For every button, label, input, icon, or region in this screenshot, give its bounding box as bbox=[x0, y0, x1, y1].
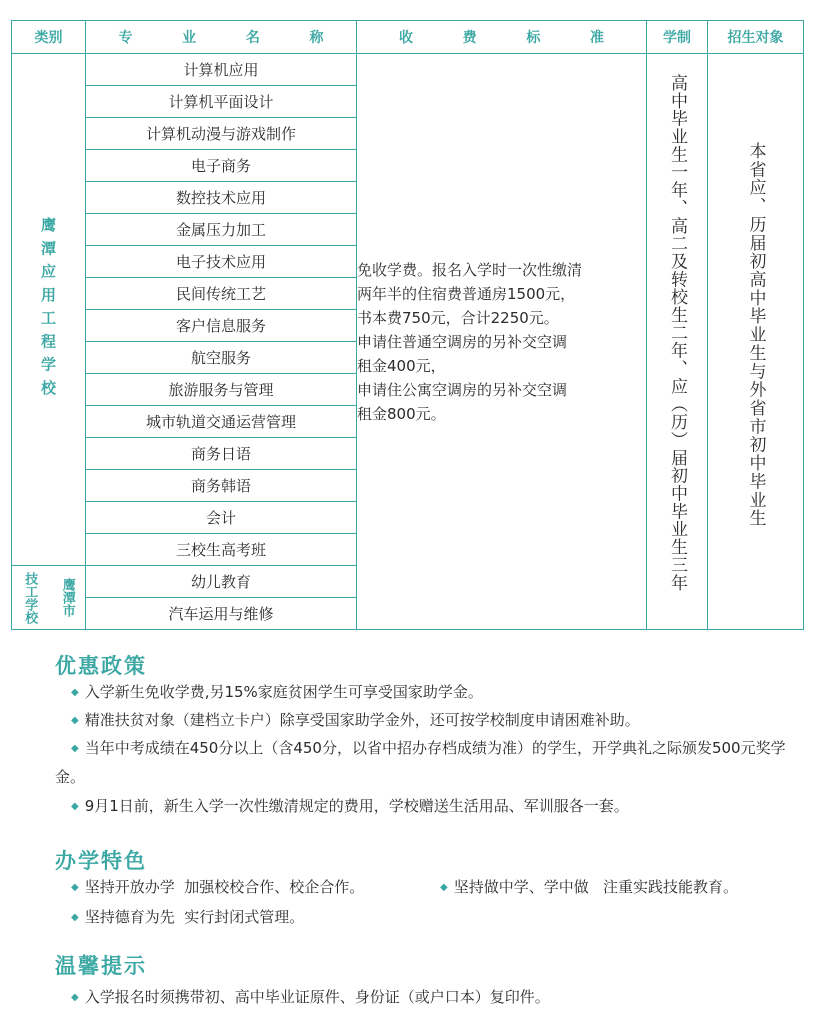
fee-line: 申请住公寓空调房的另补交空调 bbox=[357, 380, 568, 399]
major-cell: 旅游服务与管理 bbox=[86, 374, 357, 406]
table-row bbox=[12, 54, 804, 86]
duration-cell bbox=[647, 54, 708, 630]
major-cell: 电子商务 bbox=[86, 150, 357, 182]
feature-item bbox=[440, 873, 738, 902]
major-cell: 航空服务 bbox=[86, 342, 357, 374]
target-cell bbox=[708, 54, 804, 630]
fee-table bbox=[11, 20, 804, 630]
tip-item bbox=[71, 983, 550, 1012]
major-cell: 计算机应用 bbox=[86, 54, 357, 86]
policy-item-text: 9月1日前，新生入学一次性缴清规定的费用，学校赠送生活用品、军训服各一套。 bbox=[84, 797, 629, 815]
major-cell: 商务韩语 bbox=[86, 470, 357, 502]
major-cell: 城市轨道交通运营管理 bbox=[86, 406, 357, 438]
tip-item-text: 入学报名时须携带初、高中毕业证原件、身份证（或户口本）复印件。 bbox=[84, 988, 550, 1006]
diamond-bullet-icon: ◆ bbox=[71, 992, 79, 1003]
fee-line: 免收学费。报名入学时一次性缴清 bbox=[357, 260, 583, 279]
diamond-bullet-icon: ◆ bbox=[440, 882, 448, 893]
fee-line: 租金800元。 bbox=[357, 404, 446, 423]
major-cell: 客户信息服务 bbox=[86, 310, 357, 342]
header-fee: 收 费 标 准 bbox=[357, 21, 647, 54]
diamond-bullet-icon: ◆ bbox=[71, 801, 79, 812]
fee-line: 两年半的住宿费普通房1500元， bbox=[357, 284, 576, 303]
feature-item-text: 坚持德育为先 实行封闭式管理。 bbox=[84, 908, 305, 926]
major-cell: 民间传统工艺 bbox=[86, 278, 357, 310]
category-school-2-col-a: 技工学校 bbox=[22, 571, 38, 624]
major-cell: 汽车运用与维修 bbox=[86, 598, 357, 630]
features-title: 办学特色 bbox=[55, 849, 147, 873]
target-text: 本省应、历届初高中毕业生与外省市初中毕业生 bbox=[745, 142, 766, 528]
header-major: 专 业 名 称 bbox=[86, 21, 357, 54]
diamond-bullet-icon: ◆ bbox=[71, 715, 79, 726]
diamond-bullet-icon: ◆ bbox=[71, 743, 79, 754]
feature-item-text: 坚持做中学、学中做 注重实践技能教育。 bbox=[453, 878, 739, 896]
major-cell: 商务日语 bbox=[86, 438, 357, 470]
diamond-bullet-icon: ◆ bbox=[71, 882, 79, 893]
major-cell: 数控技术应用 bbox=[86, 182, 357, 214]
feature-item bbox=[71, 903, 304, 932]
fee-line: 书本费750元，合计2250元。 bbox=[357, 308, 559, 327]
major-cell: 金属压力加工 bbox=[86, 214, 357, 246]
header-duration: 学制 bbox=[647, 21, 708, 54]
major-cell: 会计 bbox=[86, 502, 357, 534]
feature-item bbox=[71, 873, 364, 902]
policy-item bbox=[55, 734, 795, 791]
table-header-row bbox=[12, 21, 804, 54]
duration-text: 高中毕业生一年、高二及转校生二年、应（历）届初中毕业生三年 bbox=[667, 74, 687, 592]
feature-item-text: 坚持开放办学 加强校校合作、校企合作。 bbox=[84, 878, 365, 896]
fee-line: 租金400元， bbox=[357, 356, 446, 375]
major-cell: 幼儿教育 bbox=[86, 566, 357, 598]
major-cell: 电子技术应用 bbox=[86, 246, 357, 278]
category-school-2-col-b: 鹰潭市 bbox=[59, 578, 75, 617]
policy-item-text: 入学新生免收学费,另15%家庭贫困学生可享受国家助学金。 bbox=[84, 683, 483, 701]
major-cell: 计算机平面设计 bbox=[86, 86, 357, 118]
tips-title: 温馨提示 bbox=[55, 954, 147, 978]
category-school-2 bbox=[12, 566, 86, 630]
fee-cell bbox=[357, 54, 647, 630]
major-cell: 三校生高考班 bbox=[86, 534, 357, 566]
fee-line: 申请住普通空调房的另补交空调 bbox=[357, 332, 568, 351]
policy-item bbox=[71, 678, 483, 707]
policy-item-text: 精准扶贫对象（建档立卡户）除享受国家助学金外，还可按学校制度申请困难补助。 bbox=[84, 711, 640, 729]
policy-item bbox=[71, 706, 640, 735]
diamond-bullet-icon: ◆ bbox=[71, 687, 79, 698]
header-category: 类别 bbox=[12, 21, 86, 54]
diamond-bullet-icon: ◆ bbox=[71, 912, 79, 923]
policy-item-text: 当年中考成绩在450分以上（含450分，以省中招办存档成绩为准）的学生，开学典礼之际颁发500元奖学金。 bbox=[55, 739, 786, 786]
category-school-1-label: 鹰潭应用工程学校 bbox=[39, 216, 57, 403]
policy-item bbox=[71, 792, 629, 821]
category-school-1 bbox=[12, 54, 86, 566]
policy-title: 优惠政策 bbox=[55, 654, 147, 678]
header-target: 招生对象 bbox=[708, 21, 804, 54]
major-cell: 计算机动漫与游戏制作 bbox=[86, 118, 357, 150]
category-school-2-label bbox=[12, 572, 85, 624]
